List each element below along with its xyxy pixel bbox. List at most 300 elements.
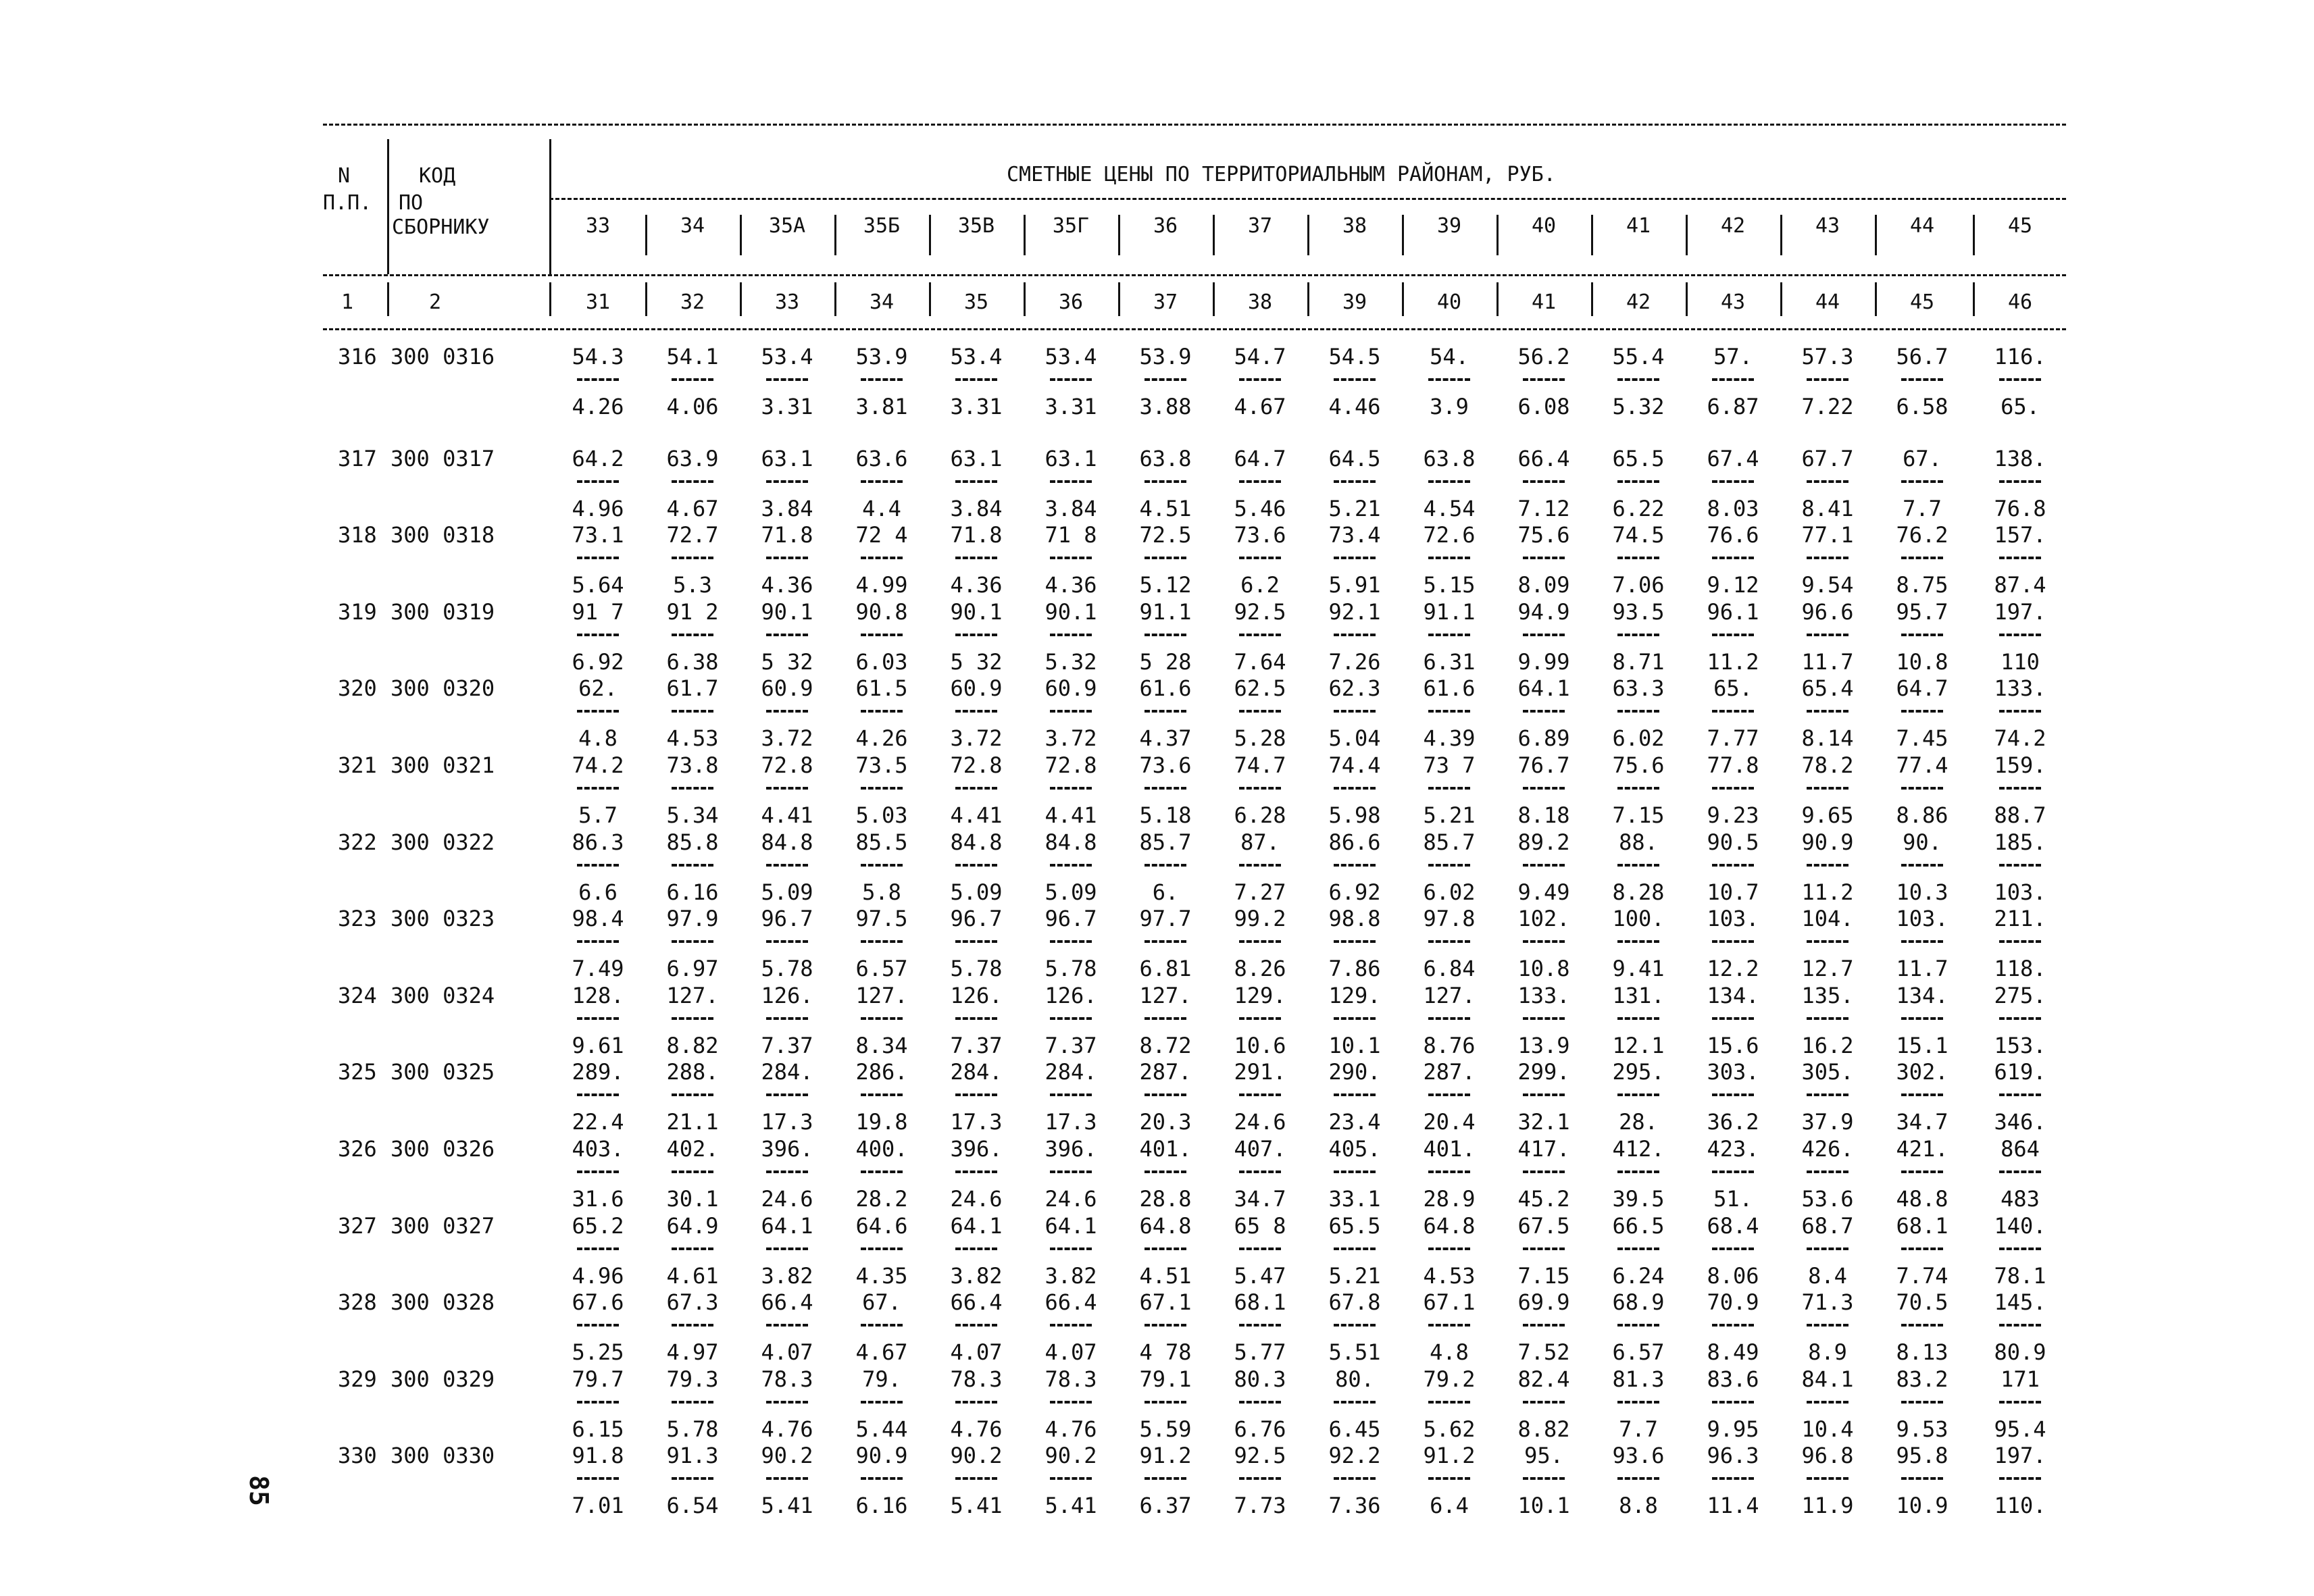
price-cell: 7.15 [1517,1262,1570,1289]
fraction-separator [1807,940,1848,943]
fraction-separator [766,1017,808,1020]
price-cell: 4.07 [1045,1339,1097,1366]
price-cell: 74.2 [572,752,624,778]
price-cell: 75.6 [1517,522,1570,548]
fraction-separator [1145,480,1186,483]
column-number: 31 [585,290,611,314]
fraction-separator [861,480,903,483]
price-cell: 85.8 [666,829,719,855]
fraction-separator [1617,634,1659,636]
price-cell: 3.31 [1045,394,1097,419]
price-cell: 6.15 [572,1416,624,1442]
fraction-separator [766,864,808,867]
price-cell: 286. [855,1059,908,1085]
price-cell: 145. [1994,1289,2046,1316]
fraction-separator [577,1477,619,1480]
price-cell: 4.51 [1139,1262,1192,1289]
price-cell: 98.8 [1328,906,1381,932]
price-cell: 97.8 [1423,906,1476,932]
fraction-separator [1999,1170,2041,1173]
price-cell: 5.7 [578,802,618,828]
price-cell: 88.7 [1994,802,2046,828]
fraction-separator [1901,1401,1943,1404]
fraction-separator [1334,1093,1376,1096]
fraction-separator [1712,864,1754,867]
price-cell: 5.25 [572,1339,624,1366]
price-cell: 4.61 [666,1262,719,1289]
price-cell: 4.76 [950,1416,1003,1442]
row-number: 321 [338,752,377,778]
fraction-separator [1334,1247,1376,1250]
price-cell: 6.03 [855,648,908,675]
fraction-separator [1617,1247,1659,1250]
price-cell: 72.5 [1139,522,1192,548]
price-cell: 8.9 [1808,1339,1847,1366]
price-cell: 8.75 [1896,572,1948,598]
row-number: 324 [338,982,377,1008]
fraction-separator [1523,1401,1565,1404]
price-cell: 54.3 [572,344,624,369]
price-cell: 68.4 [1707,1212,1759,1239]
column-number: 32 [680,290,705,314]
price-cell: 128. [572,982,624,1008]
fraction-separator [1523,378,1565,381]
price-cell: 7.36 [1328,1493,1381,1519]
price-cell: 51. [1713,1186,1753,1212]
price-cell: 71.8 [950,522,1003,548]
fraction-separator [1523,1477,1565,1480]
fraction-separator [766,1477,808,1480]
price-cell: 396. [1045,1136,1097,1162]
price-cell: 3.31 [950,394,1003,419]
price-cell: 9.95 [1707,1416,1759,1442]
price-cell: 4 78 [1139,1339,1192,1366]
district-divider [1973,215,1975,255]
price-cell: 68.1 [1234,1289,1286,1316]
price-cell: 10.3 [1896,879,1948,905]
price-cell: 63.1 [761,445,813,471]
price-cell: 8.14 [1801,725,1854,752]
price-cell: 60.9 [1045,675,1097,702]
fraction-separator [1712,1324,1754,1327]
price-cell: 79.1 [1139,1366,1192,1392]
row-code: 300 0316 [391,344,495,369]
price-cell: 77.4 [1896,752,1948,778]
price-cell: 84.1 [1801,1366,1854,1392]
fraction-separator [1712,1093,1754,1096]
price-cell: 84.8 [761,829,813,855]
fraction-separator [1807,787,1848,790]
fraction-separator [1239,1477,1281,1480]
fraction-separator [955,787,997,790]
price-cell: 89.2 [1517,829,1570,855]
fraction-separator [1428,634,1470,636]
price-cell: 65. [1713,675,1753,702]
fraction-separator [1901,710,1943,713]
fraction-separator [1999,787,2041,790]
fraction-separator [672,940,713,943]
sborniku-label: СБОРНИКУ [392,215,490,239]
price-cell: 96.7 [950,906,1003,932]
price-cell: 64.6 [855,1212,908,1239]
price-cell: 417. [1517,1136,1570,1162]
price-cell: 5.15 [1423,572,1476,598]
price-cell: 8.28 [1612,879,1665,905]
price-cell: 76.7 [1517,752,1570,778]
price-cell: 64.8 [1139,1212,1192,1239]
price-cell: 12.1 [1612,1032,1665,1058]
district-header: 38 [1342,214,1367,238]
price-cell: 97.5 [855,906,908,932]
fraction-separator [1901,1017,1943,1020]
fraction-separator [766,710,808,713]
price-cell: 55.4 [1612,344,1665,369]
fraction-separator [1617,1401,1659,1404]
fraction-separator [955,940,997,943]
price-cell: 5.3 [673,572,712,598]
column-number-divider [1591,282,1593,316]
price-cell: 11.7 [1896,956,1948,982]
fraction-separator [1145,634,1186,636]
price-cell: 67.5 [1517,1212,1570,1239]
row-code: 300 0326 [391,1136,495,1162]
column-number-divider [1213,282,1215,316]
row-code: 300 0319 [391,598,495,625]
price-cell: 54. [1430,344,1469,369]
price-cell: 67. [862,1289,901,1316]
price-cell: 36.2 [1707,1109,1759,1135]
price-cell: 4.4 [862,495,901,521]
pp-label: П.П. [323,191,372,215]
fraction-separator [1712,940,1754,943]
price-cell: 8.03 [1707,495,1759,521]
row-code: 300 0327 [391,1212,495,1239]
district-divider [929,215,931,255]
price-cell: 67.7 [1801,445,1854,471]
price-cell: 303. [1707,1059,1759,1085]
fraction-separator [1334,710,1376,713]
price-cell: 287. [1423,1059,1476,1085]
price-cell: 4.96 [572,1262,624,1289]
fraction-separator [1999,378,2041,381]
price-cell: 72.8 [950,752,1003,778]
price-cell: 65 8 [1234,1212,1286,1239]
price-cell: 19.8 [855,1109,908,1135]
price-cell: 90.9 [1801,829,1854,855]
price-cell: 3.84 [761,495,813,521]
fraction-separator [955,710,997,713]
price-cell: 96.7 [761,906,813,932]
header-divider-kod [549,139,551,274]
row-code: 300 0329 [391,1366,495,1392]
price-cell: 5.18 [1139,802,1192,828]
fraction-separator [766,1170,808,1173]
price-cell: 407. [1234,1136,1286,1162]
price-cell: 5.28 [1234,725,1286,752]
price-cell: 8.72 [1139,1032,1192,1058]
price-cell: 64.7 [1234,445,1286,471]
fraction-separator [577,1247,619,1250]
fraction-separator [766,1324,808,1327]
price-cell: 57.3 [1801,344,1854,369]
row-number: 322 [338,829,377,855]
fraction-separator [672,864,713,867]
fraction-separator [861,1093,903,1096]
fraction-separator [1428,787,1470,790]
price-cell: 63.8 [1139,445,1192,471]
district-header: 34 [680,214,705,238]
price-cell: 157. [1994,522,2046,548]
district-divider [1118,215,1120,255]
price-cell: 8.41 [1801,495,1854,521]
price-cell: 4.67 [666,495,719,521]
price-cell: 133. [1994,675,2046,702]
fraction-separator [1239,1170,1281,1173]
price-cell: 7.22 [1801,394,1854,419]
price-cell: 302. [1896,1059,1948,1085]
fraction-separator [1145,787,1186,790]
price-cell: 34.7 [1896,1109,1948,1135]
price-cell: 28.9 [1423,1186,1476,1212]
row-code: 300 0325 [391,1059,495,1085]
price-cell: 400. [855,1136,908,1162]
price-cell: 15.6 [1707,1032,1759,1058]
column-number-divider [387,282,389,316]
price-cell: 7.06 [1612,572,1665,598]
price-cell: 8.71 [1612,648,1665,675]
fraction-separator [672,1477,713,1480]
fraction-separator [861,1247,903,1250]
price-cell: 211. [1994,906,2046,932]
column-number: 2 [429,290,442,314]
price-cell: 290. [1328,1059,1381,1085]
price-cell: 396. [761,1136,813,1162]
price-cell: 4.07 [761,1339,813,1366]
fraction-separator [861,710,903,713]
price-cell: 65.5 [1328,1212,1381,1239]
price-cell: 171 [2001,1366,2040,1392]
fraction-separator [1901,378,1943,381]
column-number: 44 [1815,290,1840,314]
fraction-separator [955,1017,997,1020]
fraction-separator [1617,480,1659,483]
price-cell: 57. [1713,344,1753,369]
price-cell: 4.26 [572,394,624,419]
price-cell: 84.8 [1045,829,1097,855]
fraction-separator [1901,787,1943,790]
price-cell: 7.7 [1619,1416,1658,1442]
district-header: 35А [768,214,806,238]
price-cell: 66.4 [761,1289,813,1316]
price-cell: 66.5 [1612,1212,1665,1239]
price-cell: 54.5 [1328,344,1381,369]
price-cell: 4.35 [855,1262,908,1289]
price-cell: 5.91 [1328,572,1381,598]
fraction-separator [1617,940,1659,943]
fraction-separator [1428,1170,1470,1173]
price-cell: 96.8 [1801,1443,1854,1469]
fraction-separator [1617,378,1659,381]
price-cell: 287. [1139,1059,1192,1085]
price-cell: 67.8 [1328,1289,1381,1316]
fraction-separator [1999,710,2041,713]
price-cell: 67.6 [572,1289,624,1316]
kod-label: КОД [419,164,456,188]
fraction-separator [1050,710,1092,713]
fraction-separator [1050,1324,1092,1327]
price-cell: 6.54 [666,1493,719,1519]
price-cell: 78.3 [1045,1366,1097,1392]
price-cell: 153. [1994,1032,2046,1058]
fraction-separator [1145,1401,1186,1404]
price-cell: 6.58 [1896,394,1948,419]
fraction-separator [577,480,619,483]
price-cell: 4.53 [666,725,719,752]
price-cell: 8.13 [1896,1339,1948,1366]
price-cell: 28.8 [1139,1186,1192,1212]
district-divider [1496,215,1499,255]
price-cell: 79.3 [666,1366,719,1392]
column-number-divider [929,282,931,316]
price-cell: 84.8 [950,829,1003,855]
district-divider [1591,215,1593,255]
fraction-separator [861,1477,903,1480]
fraction-separator [861,1324,903,1327]
price-cell: 95. [1524,1443,1563,1469]
price-cell: 396. [950,1136,1003,1162]
price-cell: 284. [950,1059,1003,1085]
price-cell: 80.3 [1234,1366,1286,1392]
price-cell: 95.8 [1896,1443,1948,1469]
row-code: 300 0320 [391,675,495,702]
price-cell: 6.38 [666,648,719,675]
price-cell: 11.4 [1707,1493,1759,1519]
price-cell: 95.4 [1994,1416,2046,1442]
fraction-separator [766,1247,808,1250]
price-cell: 7.52 [1517,1339,1570,1366]
price-cell: 102. [1517,906,1570,932]
column-number: 45 [1909,290,1935,314]
price-cell: 6.16 [855,1493,908,1519]
price-cell: 483 [2001,1186,2040,1212]
price-cell: 284. [761,1059,813,1085]
price-cell: 5.62 [1423,1416,1476,1442]
price-cell: 54.7 [1234,344,1286,369]
price-cell: 5.09 [1045,879,1097,905]
price-cell: 11.2 [1801,879,1854,905]
price-cell: 4.41 [950,802,1003,828]
fraction-separator [1712,1401,1754,1404]
price-cell: 4.53 [1423,1262,1476,1289]
price-cell: 10.6 [1234,1032,1286,1058]
price-cell: 5.32 [1612,394,1665,419]
fraction-separator [1712,1477,1754,1480]
price-cell: 8.82 [1517,1416,1570,1442]
fraction-separator [672,1324,713,1327]
price-cell: 346. [1994,1109,2046,1135]
row-code: 300 0318 [391,522,495,548]
price-cell: 864 [2001,1136,2040,1162]
fraction-separator [1523,787,1565,790]
price-cell: 65.2 [572,1212,624,1239]
fraction-separator [766,787,808,790]
column-number: 37 [1153,290,1178,314]
price-cell: 68.7 [1801,1212,1854,1239]
fraction-separator [1334,378,1376,381]
price-cell: 73.1 [572,522,624,548]
price-cell: 129. [1234,982,1286,1008]
price-cell: 5.8 [862,879,901,905]
price-cell: 5.32 [1045,648,1097,675]
price-cell: 7.74 [1896,1262,1948,1289]
fraction-separator [861,557,903,559]
price-cell: 60.9 [950,675,1003,702]
price-cell: 61.5 [855,675,908,702]
price-cell: 63.8 [1423,445,1476,471]
price-cell: 68.1 [1896,1212,1948,1239]
price-cell: 126. [950,982,1003,1008]
po-label: ПО [399,191,424,215]
price-cell: 61.6 [1139,675,1192,702]
price-cell: 33.1 [1328,1186,1381,1212]
fraction-separator [1145,864,1186,867]
fraction-separator [672,1401,713,1404]
price-cell: 7.26 [1328,648,1381,675]
header-bottom-rule [323,328,2066,330]
column-number: 38 [1247,290,1273,314]
fraction-separator [1334,1477,1376,1480]
fraction-separator [1617,864,1659,867]
column-number: 35 [963,290,989,314]
price-cell: 3.9 [1430,394,1469,419]
price-cell: 8.82 [666,1032,719,1058]
fraction-separator [1239,557,1281,559]
price-cell: 3.84 [950,495,1003,521]
price-cell: 93.5 [1612,598,1665,625]
price-cell: 4.46 [1328,394,1381,419]
price-cell: 6.28 [1234,802,1286,828]
fraction-separator [1428,710,1470,713]
price-cell: 7.27 [1234,879,1286,905]
price-cell: 9.61 [572,1032,624,1058]
fraction-separator [1999,1324,2041,1327]
price-cell: 5 32 [761,648,813,675]
fraction-separator [1901,864,1943,867]
column-number: 39 [1342,290,1367,314]
price-cell: 3.81 [855,394,908,419]
price-cell: 305. [1801,1059,1854,1085]
price-cell: 73.6 [1234,522,1286,548]
fraction-separator [1334,1324,1376,1327]
price-cell: 9.54 [1801,572,1854,598]
fraction-separator [1712,1247,1754,1250]
price-cell: 67.1 [1139,1289,1192,1316]
price-cell: 16.2 [1801,1032,1854,1058]
price-cell: 64.7 [1896,675,1948,702]
price-cell: 72.8 [761,752,813,778]
price-cell: 3.72 [1045,725,1097,752]
price-cell: 24.6 [1045,1186,1097,1212]
price-cell: 75.6 [1612,752,1665,778]
price-cell: 67.3 [666,1289,719,1316]
fraction-separator [1334,864,1376,867]
price-cell: 63.1 [1045,445,1097,471]
price-cell: 3.82 [1045,1262,1097,1289]
price-cell: 92.1 [1328,598,1381,625]
price-cell: 99.2 [1234,906,1286,932]
price-cell: 6.31 [1423,648,1476,675]
price-cell: 24.6 [1234,1109,1286,1135]
